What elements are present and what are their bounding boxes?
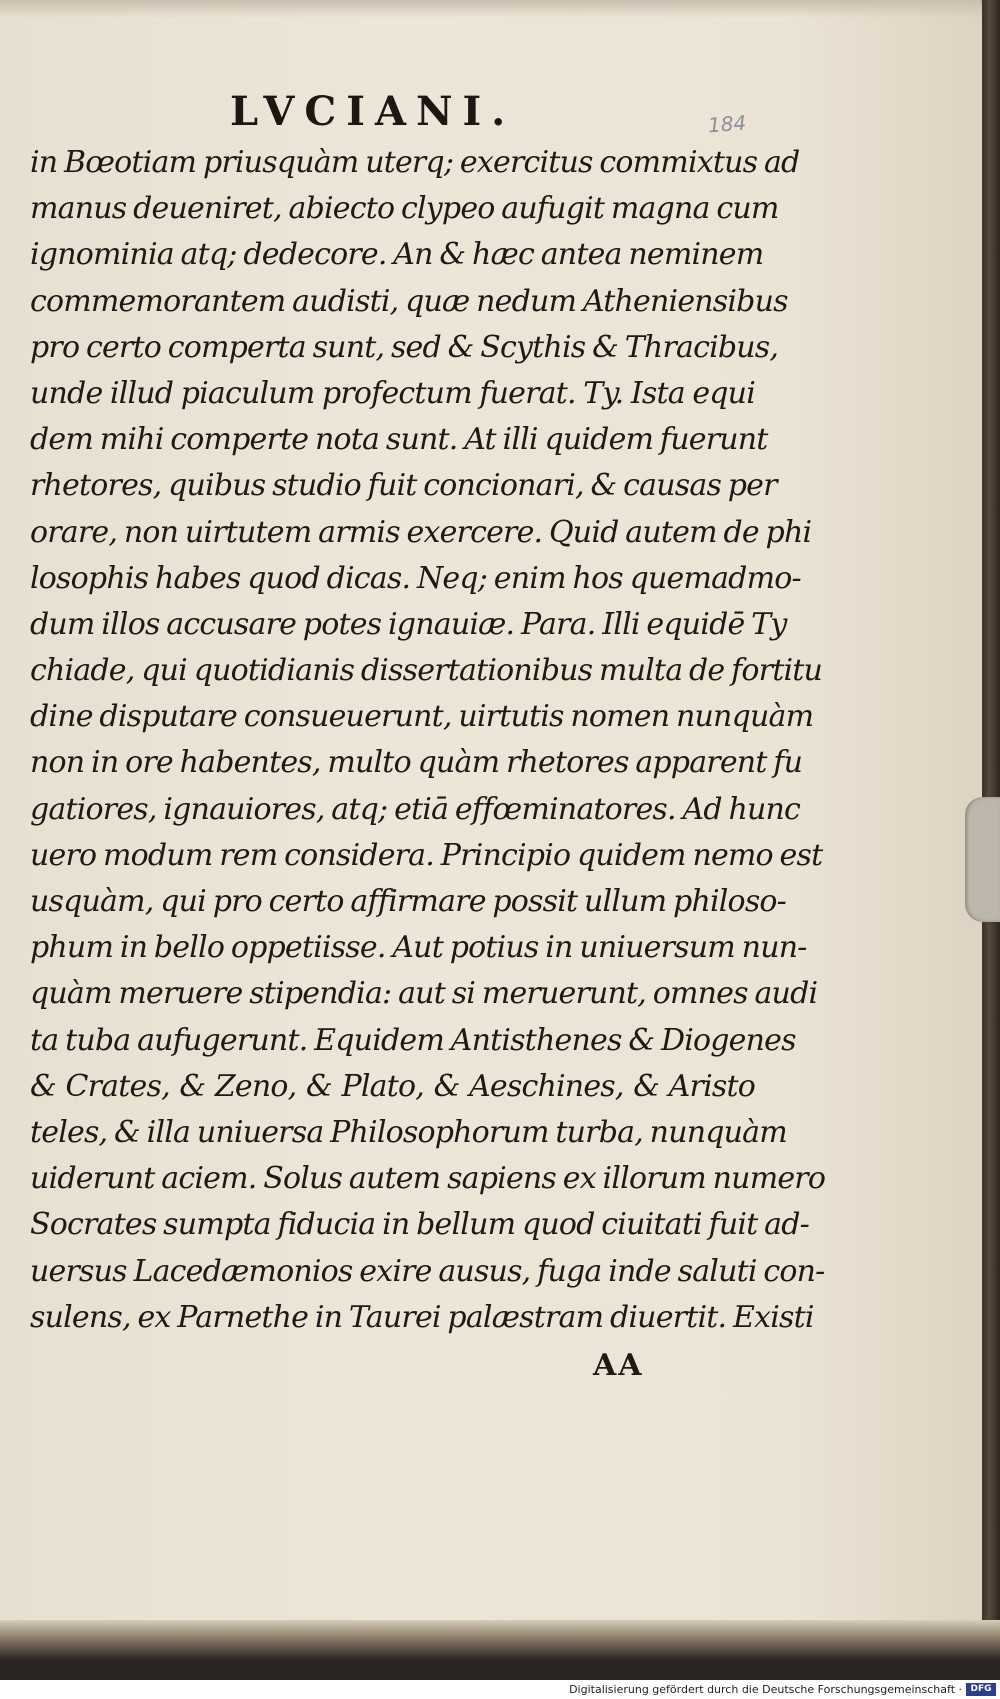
text-line: chiade, qui quotidianis dissertationibus multa de fortitu (30, 653, 823, 689)
text-line: pro certo comperta sunt, sed & Scythis & Thracibus, (30, 329, 779, 365)
text-line: ta tuba aufugerunt. Equidem Antisthenes & Diogenes (30, 1022, 796, 1058)
page-top-shadow (0, 0, 982, 18)
text-line: dine disputare consueuerunt, uirtutis nomen nunquàm (30, 699, 814, 735)
text-line: uiderunt aciem. Solus autem sapiens ex illorum numero (30, 1161, 826, 1197)
text-line: commemorantem audisti, quæ nedum Atheniensibus (30, 283, 788, 319)
text-block (30, 140, 826, 1341)
text-line: unde illud piaculum profectum fuerat. Ty. Ista equi (30, 375, 755, 411)
text-line: in Bœotiam priusquàm uterq; exercitus commixtus ad (30, 145, 800, 180)
dfg-logo-icon: DFG (966, 1683, 996, 1696)
text-line: sulens, ex Parnethe in Taurei palæstram diuertit. Existi (30, 1299, 814, 1335)
footer-credit: Digitalisierung gefördert durch die Deutsche Forschungsgemeinschaft · (569, 1683, 962, 1696)
text-line: usquàm, qui pro certo affirmare possit ullum philoso- (30, 884, 787, 919)
text-line: phum in bello oppetiisse. Aut potius in uniuersum nun- (30, 930, 807, 966)
text-line: dum illos accusare potes ignauiæ. Para. Illi equidē Ty (30, 606, 787, 642)
text-line: manus deueniret, abiecto clypeo aufugit magna cum (30, 191, 779, 227)
text-line: non in ore habentes, multo quàm rhetores apparent fu (30, 745, 803, 781)
page-bottom-edge (0, 1620, 1000, 1660)
folio-number: 184 (707, 110, 747, 138)
text-line: quàm meruere stipendia: aut si meruerunt, omnes audi (30, 976, 818, 1012)
text-line: & Crates, & Zeno, & Plato, & Aeschines, & Aristo (30, 1068, 755, 1104)
text-line: losophis habes quod dicas. Neq; enim hos quemadmo- (30, 560, 801, 596)
text-line: ignominia atq; dedecore. An & hæc antea neminem (30, 237, 764, 273)
text-line: uero modum rem considera. Principio quidem nemo est (30, 837, 823, 873)
text-line: rhetores, quibus studio fuit concionari, & causas per (30, 468, 777, 504)
running-head: LVCIANI. (230, 88, 516, 135)
text-line: dem mihi comperte nota sunt. At illi quidem fuerunt (30, 422, 768, 458)
text-line: Socrates sumpta fiducia in bellum quod ciuitati fuit ad- (30, 1207, 809, 1243)
text-line: uersus Lacedæmonios exire ausus, fuga inde saluti con- (30, 1253, 825, 1289)
page-tab-marker (965, 797, 1000, 922)
text-line: orare, non uirtutem armis exercere. Quid autem de phi (30, 514, 812, 550)
catchword: AA (593, 1348, 644, 1383)
text-line: gatiores, ignauiores, atq; etiā effœminatores. Ad hunc (30, 791, 801, 827)
text-line: teles, & illa uniuersa Philosophorum turba, nunquàm (30, 1114, 787, 1150)
